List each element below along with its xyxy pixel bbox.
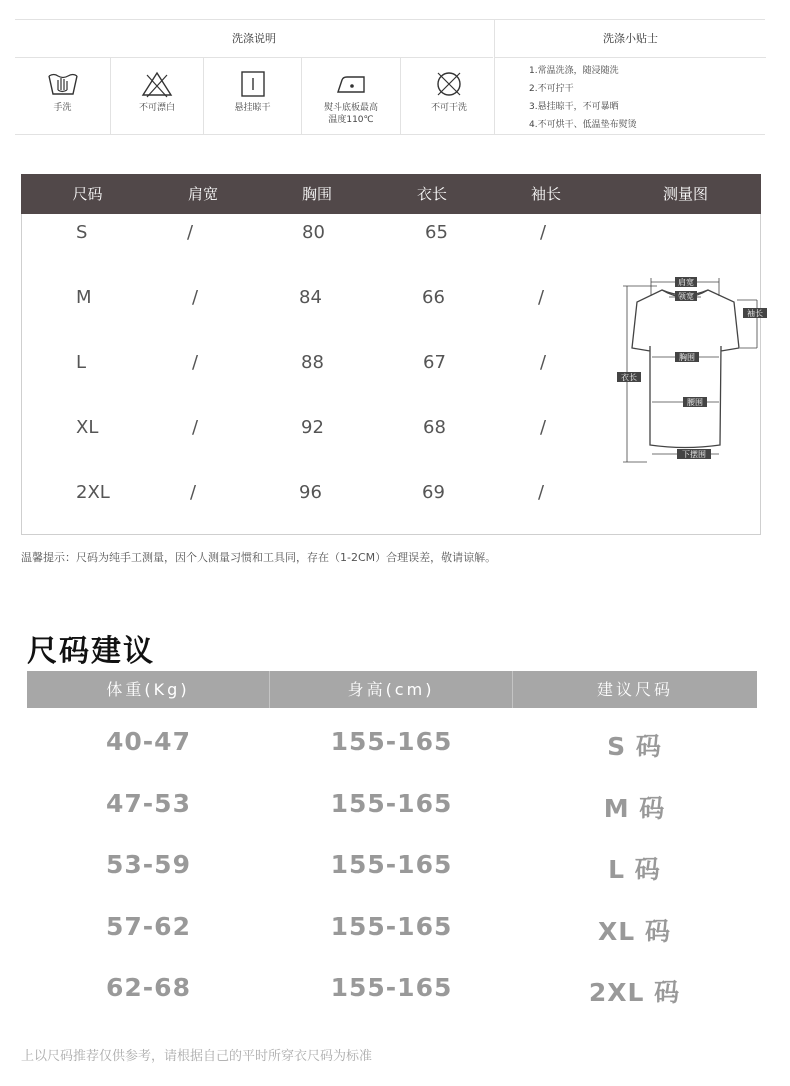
cell-height: 155-165: [330, 973, 453, 1002]
cell-size: 2XL: [76, 482, 110, 503]
care-label: 手洗: [53, 103, 72, 113]
care-item-no-bleach: [111, 58, 204, 134]
care-tips-title: 洗涤小贴士: [494, 20, 766, 58]
diagram-label-length: 衣长: [621, 373, 637, 382]
cell-length: 68: [423, 417, 446, 438]
care-label-line2: 温度110℃: [328, 115, 374, 125]
header-height: 身高(cm): [270, 671, 513, 708]
header-shoulder: 肩宽: [187, 185, 218, 203]
cell-length: 69: [422, 482, 445, 503]
header-chest: 胸围: [301, 185, 332, 203]
care-item-hang-dry: [204, 58, 302, 134]
cell-weight: 47-53: [106, 789, 191, 818]
cell-shoulder: /: [190, 482, 197, 503]
care-label: 悬挂晾干: [234, 103, 271, 113]
cell-size: M: [76, 287, 92, 308]
cell-size: 2XL 码: [588, 978, 681, 1007]
header-sleeve: 袖长: [530, 185, 561, 203]
header-recommended-size: 建议尺码: [596, 680, 673, 699]
care-tip: 1.常温洗涤，随浸随洗: [529, 66, 619, 76]
cell-size: L 码: [608, 855, 661, 884]
care-label: 不可干洗: [430, 103, 467, 113]
cell-weight: 53-59: [106, 850, 191, 879]
diagram-label-hem: 下摆围: [682, 450, 706, 459]
care-icons-row: [15, 58, 493, 134]
diagram-label-waist: 腰围: [687, 398, 703, 407]
care-label-line1: 熨斗底板最高: [323, 103, 378, 113]
header-length: 衣长: [416, 185, 447, 203]
cell-chest: 88: [301, 352, 324, 373]
suggestion-row: [27, 912, 757, 952]
cell-chest: 84: [299, 287, 322, 308]
cell-chest: 80: [302, 222, 325, 243]
suggestion-footnote: 上以尺码推荐仅供参考，请根据自己的平时所穿衣尺码为标准: [21, 1049, 373, 1064]
cell-sleeve: /: [538, 482, 545, 503]
cell-size: M 码: [603, 794, 666, 823]
header-size: 尺码: [72, 185, 103, 203]
suggestion-row: [27, 789, 757, 829]
cell-height: 155-165: [330, 850, 453, 879]
hand-wash-icon: [46, 70, 80, 98]
suggestion-row: [27, 973, 757, 1013]
cell-size: XL 码: [598, 917, 671, 946]
tshirt-measurement-diagram: [597, 270, 767, 470]
no-bleach-icon: [140, 70, 174, 98]
cell-chest: 92: [301, 417, 324, 438]
cell-size: XL: [76, 417, 99, 438]
cell-sleeve: /: [540, 417, 547, 438]
header-weight: 体重(Kg): [27, 671, 270, 708]
care-label: 不可漂白: [138, 103, 175, 113]
care-item-iron: [302, 58, 401, 134]
cell-sleeve: /: [540, 352, 547, 373]
cell-height: 155-165: [330, 789, 453, 818]
care-item-hand-wash: [15, 58, 111, 134]
cell-length: 65: [425, 222, 448, 243]
cell-length: 66: [422, 287, 445, 308]
suggestion-header: [27, 671, 757, 708]
cell-shoulder: /: [192, 417, 199, 438]
cell-size: L: [76, 352, 87, 373]
cell-weight: 62-68: [106, 973, 191, 1002]
cell-chest: 96: [299, 482, 322, 503]
cell-size: S: [76, 222, 88, 243]
cell-weight: 57-62: [106, 912, 191, 941]
measurement-tip: 温馨提示：尺码为纯手工测量，因个人测量习惯和工具同，存在（1-2CM）合理误差，敬请谅解。: [21, 551, 497, 564]
size-table: [21, 174, 761, 535]
header-diagram: 测量图: [662, 185, 708, 203]
cell-weight: 40-47: [106, 727, 191, 756]
cell-sleeve: /: [540, 222, 547, 243]
cell-length: 67: [423, 352, 446, 373]
cell-shoulder: /: [192, 352, 199, 373]
cell-sleeve: /: [538, 287, 545, 308]
care-tip: 4.不可烘干、低温垫布熨烫: [529, 120, 637, 130]
care-tip: 2.不可拧干: [529, 84, 574, 94]
suggestion-title: 尺码建议: [27, 634, 155, 669]
diagram-label-sleeve: 袖长: [747, 309, 763, 318]
care-item-no-dry-clean: [401, 58, 497, 134]
care-table: [15, 19, 765, 135]
cell-size: S 码: [607, 732, 662, 761]
suggestion-row: [27, 850, 757, 890]
suggestion-row: [27, 727, 757, 767]
hang-dry-icon: [236, 70, 270, 98]
size-table-header: [21, 174, 761, 214]
diagram-label-shoulder: 肩宽: [678, 278, 694, 287]
care-tips-list: [494, 58, 764, 134]
diagram-label-chest: 胸围: [679, 353, 695, 362]
no-dry-clean-icon: [432, 70, 466, 98]
cell-shoulder: /: [187, 222, 194, 243]
diagram-label-neck: 领宽: [678, 292, 694, 301]
care-tip: 3.悬挂晾干，不可暴晒: [529, 102, 619, 112]
cell-height: 155-165: [330, 727, 453, 756]
cell-shoulder: /: [192, 287, 199, 308]
care-instructions-title: 洗涤说明: [15, 20, 493, 58]
cell-height: 155-165: [330, 912, 453, 941]
iron-low-icon: [334, 70, 368, 98]
